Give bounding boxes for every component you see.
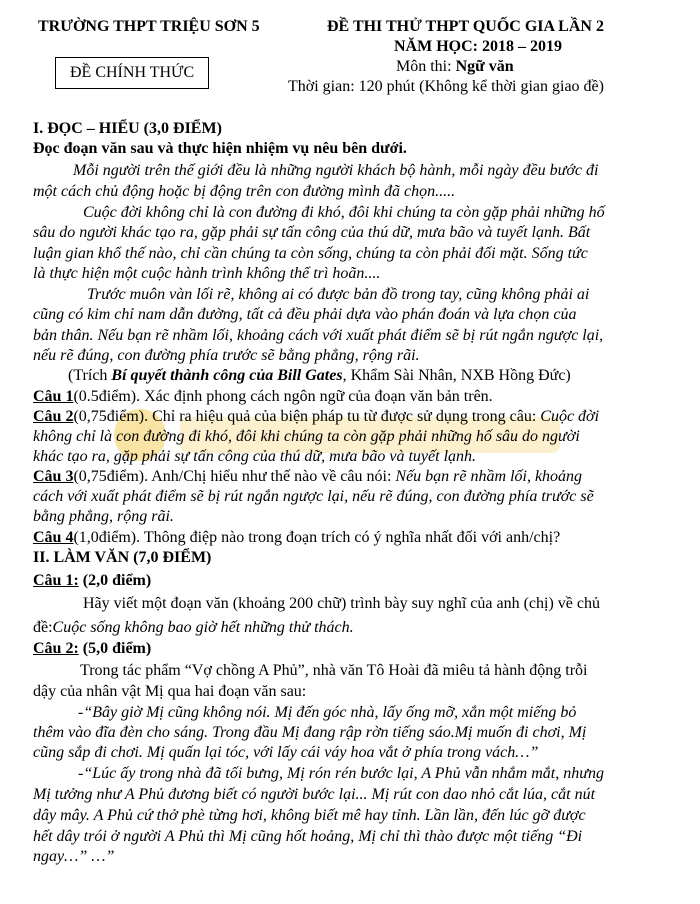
exam-time: Thời gian: 120 phút (Không kể thời gian giao đề) <box>288 78 604 95</box>
essay-1-heading <box>33 570 673 592</box>
essay-2-heading <box>33 638 673 660</box>
excerpt-1-line: thêm vào đĩa đèn cho sáng. Trong đầu Mị đang rập rờn tiếng sáo.Mị muốn đi chơi, Mị <box>33 724 587 741</box>
passage-line: Mỗi người trên thế giới đều là những người khách bộ hành, mỗi ngày đều bước đi <box>73 162 599 179</box>
question-2-label: Câu 2 <box>33 408 74 425</box>
passage-line: bản thân. Nếu bạn rẽ nhầm lối, khoảng cách với xuất phát điểm sẽ bị rút ngắn ngược lại, <box>33 327 604 344</box>
part1-instruction: Đọc đoạn văn sau và thực hiện nhiệm vụ nêu bên dưới. <box>33 140 407 157</box>
school-name: TRƯỜNG THPT TRIỆU SƠN 5 <box>38 18 260 35</box>
question-3-quote-line: cách với xuất phát điểm sẽ bị rút ngắn ngược lại, nếu rẽ đúng, con đường phía trước sẽ <box>33 488 594 505</box>
part1-title: I. ĐỌC – HIỂU (3,0 ĐIỂM) <box>33 120 222 137</box>
question-4 <box>33 527 673 549</box>
essay-2-label: Câu 2: <box>33 640 79 657</box>
excerpt-2-line: dây mây. A Phủ cứ thở phè từng hơi, không biết mê hay tỉnh. Lần lần, đến lúc gỡ được <box>33 807 586 824</box>
question-3-label: Câu 3 <box>33 468 74 485</box>
essay-2-text: Trong tác phẩm “Vợ chồng A Phủ”, nhà văn Tô Hoài đã miêu tả hành động trỗi <box>80 662 588 679</box>
source-title: Bí quyết thành công của Bill Gates <box>111 367 343 384</box>
subject-line <box>396 58 514 76</box>
question-3 <box>33 466 673 488</box>
question-1-text: (0.5điểm). Xác định phong cách ngôn ngữ của đoạn văn bản trên. <box>73 388 493 405</box>
essay-2-points: (5,0 điểm) <box>78 640 152 657</box>
essay-1-text: Hãy viết một đoạn văn (khoảng 200 chữ) trình bày suy nghĩ của anh (chị) về chủ <box>83 595 600 612</box>
school-year: NĂM HỌC: 2018 – 2019 <box>394 38 562 55</box>
passage-line: luận gian khổ thế nào, chỉ cần chúng ta còn sống, chúng ta còn phải đối mặt. Sống tức <box>33 245 588 262</box>
question-2-quote: Cuộc đời <box>540 408 600 425</box>
essay-1-topic <box>33 617 673 639</box>
question-4-label: Câu 4 <box>33 529 74 546</box>
question-3-quote: Nếu bạn rẽ nhầm lối, khoảng <box>395 468 583 485</box>
source-suffix: , Khẩm Sài Nhân, NXB Hồng Đức) <box>342 367 571 384</box>
question-1 <box>33 386 673 408</box>
passage-line: Cuộc đời không chỉ là con đường đi khó, đôi khi chúng ta còn gặp phải những hố <box>83 204 605 221</box>
passage-line: Trước muôn vàn lối rẽ, không ai có được bản đồ trong tay, cũng không phải ai <box>87 286 590 303</box>
essay-2-text: dậy của nhân vật Mị qua hai đoạn văn sau: <box>33 683 307 700</box>
essay-1-points: (2,0 điểm) <box>78 572 152 589</box>
source-prefix: (Trích <box>68 367 112 384</box>
excerpt-1-line: -“Bây giờ Mị cũng không nói. Mị đến góc nhà, lấy ống mỡ, xắn một miếng bỏ <box>78 704 577 721</box>
excerpt-2-line: Mị tưởng như A Phủ đương biết có người bước lại... Mị rút con dao nhỏ cắt lúa, cắt nút <box>33 786 596 803</box>
passage-line: nếu rẽ đúng, con đường phía trước sẽ bằng phẳng, rộng rãi. <box>33 347 420 364</box>
question-2-quote-line: không chỉ là con đường đi khó, đôi khi chúng ta còn gặp phải những hố sâu do người <box>33 428 580 445</box>
excerpt-1-line: cũng sắp đi chơi. Mị quấn lại tóc, với lấy cái váy hoa vắt ở phía trong vách…” <box>33 744 539 761</box>
essay-1-topic-quote: Cuộc sống không bao giờ hết những thử thách. <box>52 619 354 636</box>
subject-prefix: Môn thi: <box>396 58 456 75</box>
passage-line: sâu do người khác tạo ra, gặp phải sự tấn công của thú dữ, mưa bão và tuyết lạnh. Bất <box>33 224 591 241</box>
question-4-text: (1,0điểm). Thông điệp nào trong đoạn trích có ý nghĩa nhất đối với anh/chị? <box>73 529 561 546</box>
question-3-text: (0,75điểm). Anh/Chị hiểu như thế nào về câu nói: <box>73 468 396 485</box>
official-stamp: ĐỀ CHÍNH THỨC <box>55 57 209 89</box>
excerpt-2-line: hết dây trói ở người A Phủ thì Mị cũng hốt hoảng, Mị chỉ thì thào được một tiếng “Đi <box>33 828 583 845</box>
passage-line: là thực hiện một cuộc hành trình không thể trì hoãn.... <box>33 265 381 282</box>
part2-title: II. LÀM VĂN (7,0 ĐIỂM) <box>33 549 212 566</box>
question-2-quote-line: khác tạo ra, gặp phải sự tấn công của thú dữ, mưa bão và tuyết lạnh. <box>33 448 477 465</box>
excerpt-2-line: ngay…” …” <box>33 848 115 865</box>
essay-1-label: Câu 1: <box>33 572 79 589</box>
question-3-quote-line: bằng phẳng, rộng rãi. <box>33 508 174 525</box>
essay-1-topic-prefix: đề: <box>33 619 53 636</box>
exam-title: ĐỀ THI THỬ THPT QUỐC GIA LẦN 2 <box>327 18 604 35</box>
passage-line: một cách chủ động hoặc bị động trên con đường mình đã chọn..... <box>33 183 456 200</box>
passage-source <box>68 365 700 387</box>
question-1-label: Câu 1 <box>33 388 74 405</box>
excerpt-2-line: -“Lúc ấy trong nhà đã tối bưng, Mị rón rén bước lại, A Phủ vẫn nhắm mắt, nhưng <box>78 765 604 782</box>
passage-line: cũng có kim chỉ nam dẫn đường, tất cả đều phải dựa vào phán đoán và lựa chọn của <box>33 306 577 323</box>
subject: Ngữ văn <box>455 58 514 75</box>
question-2 <box>33 406 673 428</box>
question-2-text: (0,75điểm). Chỉ ra hiệu quả của biện pháp tu từ được sử dụng trong câu: <box>73 408 541 425</box>
